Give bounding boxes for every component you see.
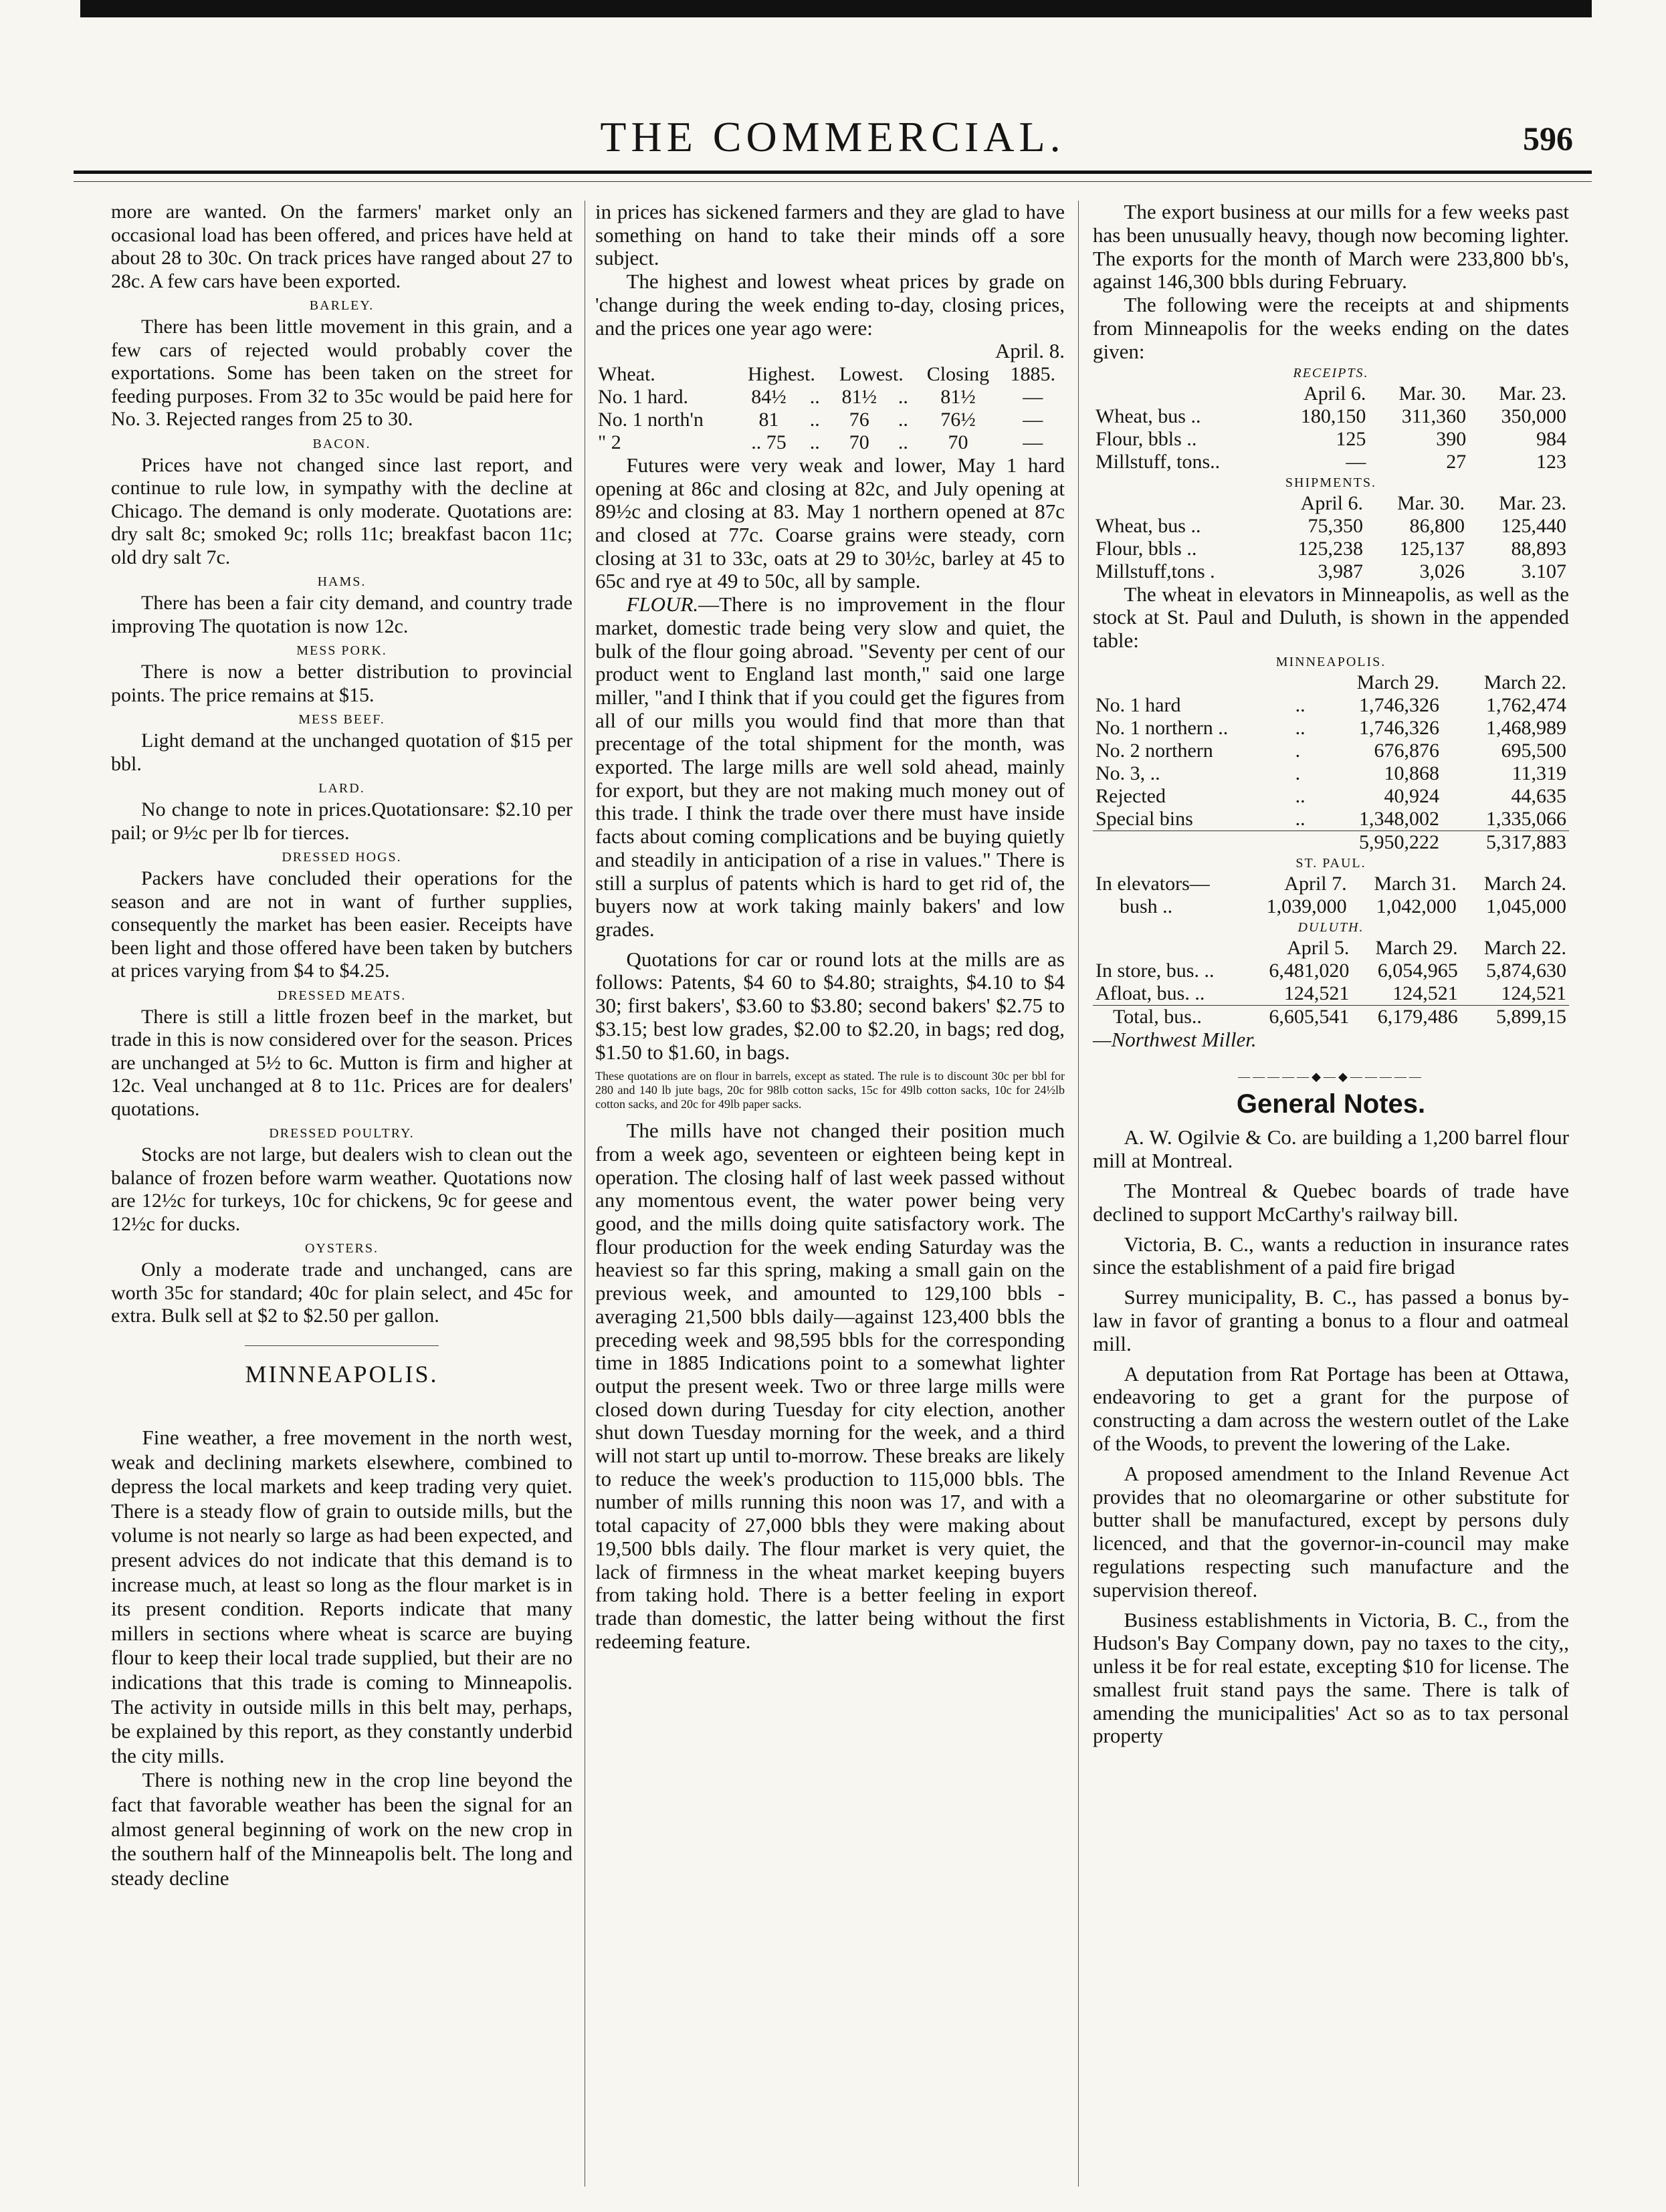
paragraph: There is still a little frozen beef in the market, but trade in this is now considered over for the season. Prices are unchanged at 5½ to 6c. Mutton is firm and higher at 12c. Veal unchanged at 8 to 11c. Prices are for dealers' quotations. — [111, 1005, 572, 1120]
paragraph: The following were the receipts at and shipments from Minneapolis for the weeks ending on the dates given: — [1093, 293, 1569, 363]
table-cell: 180,150 — [1300, 405, 1366, 427]
table-cell: " 2 — [598, 431, 621, 453]
table-total-row — [1093, 1005, 1569, 1028]
paragraph: Prices have not changed since last report, and continue to rule low, in sympathy with the decline at Chicago. The demand is only moderate. Quotations are: dry salt 8c; smoked 9c; rolls 11c; breakfast bacon 11c; old dry salt 7c. — [111, 453, 572, 568]
flour-text: —There is no improvement in the flour market, domestic trade being very slow and quiet, the bulk of the flour going abroad. "Seventy per cent of our product went to England last month," said one large miller, "and I think that if you could get the figures from all of our mills you would find that more than that precentage of the total shipment for the month, was exported. The large mills are well sold ahead, mainly for export, but they are not making much money out of this trade. I think the trade over there must have inside facts about coming complications and be buying quietly and steadily in anticipation of a rise in values." There is still a surplus of patents which is hard to get rid of, the buyers now at work taking mainly bakers' and low grades. — [595, 592, 1065, 941]
table-cell: 125,440 — [1501, 514, 1566, 537]
table-header: Lowest. — [839, 362, 904, 385]
table-header: March 29. — [1375, 936, 1458, 959]
table-header-row — [1093, 382, 1569, 405]
table-header: April 5. — [1287, 936, 1350, 959]
table-cell: 311,360 — [1401, 405, 1467, 427]
table-header: Mar. 23. — [1499, 491, 1566, 514]
table-header-blank — [1293, 671, 1315, 694]
table-cell: Wheat, bus .. — [1096, 405, 1201, 427]
general-notes-heading: General Notes. — [1236, 1089, 1426, 1119]
table-cell: .. 75 — [751, 431, 787, 453]
section-heading: BACON. — [312, 436, 371, 451]
page-title: THE COMMERCIAL. — [600, 113, 1065, 160]
minneapolis-elevator-table — [1093, 671, 1569, 854]
table-cell: bush .. — [1120, 895, 1173, 917]
section-heading: DRESSED HOGS. — [282, 850, 402, 865]
table-cell: 984 — [1536, 427, 1566, 450]
paragraph: There has been a fair city demand, and country trade improving The quotation is now 12c. — [111, 592, 572, 637]
table-cell: 1,762,474 — [1486, 693, 1566, 716]
table-cell: .. — [898, 385, 908, 408]
table-cell: 350,000 — [1501, 405, 1566, 427]
paragraph: Light demand at the unchanged quotation of $15 per bbl. — [111, 730, 572, 775]
table-cell: 124,521 — [1392, 982, 1458, 1004]
table-row — [1093, 538, 1569, 560]
table-cell: 1,042,000 — [1376, 895, 1457, 917]
table-cell: Total, bus.. — [1093, 1005, 1246, 1028]
paragraph: There has been little movement in this grain, and a few cars of rejected would probably cover the exportations. Some has been taken on the street for feeding purposes. From 32 to 35c would be paid here for No. 3. Rejected ranges from 25 to 30. — [111, 316, 572, 430]
duluth-table — [1093, 937, 1569, 1028]
table-cell: 6,179,486 — [1352, 1005, 1460, 1028]
table-header: March 31. — [1374, 872, 1457, 895]
table-header: April 6. — [1304, 382, 1366, 405]
column-divider — [1078, 201, 1079, 2187]
table-header-blank — [1093, 492, 1267, 515]
paragraph: more are wanted. On the farmers' market only an occasional load has been offered, and prices have held at about 28 to 30c. On track prices have ranged about 27 to 28c. A few cars have been exported. — [111, 201, 572, 292]
table-cell: 40,924 — [1384, 784, 1439, 807]
table-header: March 24. — [1483, 872, 1566, 895]
table-cell: 6,605,541 — [1246, 1005, 1352, 1028]
table-cell: Flour, bbls .. — [1096, 427, 1197, 450]
table-cell: 124,521 — [1283, 982, 1350, 1004]
table-header: April 6. — [1300, 491, 1363, 514]
table-cell: 1,746,326 — [1358, 716, 1439, 739]
table-header: Highest. — [748, 362, 815, 385]
table-row — [1093, 982, 1569, 1006]
note-item: A proposed amendment to the Inland Revenue Act provides that no oleomargarine or other substitute for butter shall be manufactured, except by persons duly licenced, and that the governor-in-council may make regulations respecting such manufacture and the supervision thereof. — [1093, 1461, 1569, 1601]
table-row — [1093, 895, 1569, 918]
table-cell: No. 1 hard. — [598, 385, 688, 408]
table-cell: 81½ — [940, 385, 976, 408]
table-cell: . — [1295, 739, 1301, 762]
table-header: Mar. 23. — [1499, 382, 1566, 405]
table-row — [1093, 428, 1569, 451]
table-header: March 22. — [1483, 671, 1566, 693]
table-cell: 124,521 — [1501, 982, 1566, 1004]
table-cell: Wheat, bus .. — [1096, 514, 1201, 537]
table-date: April. 8. — [995, 339, 1065, 363]
table-cell: — — [1023, 408, 1043, 431]
table-header: Mar. 30. — [1397, 491, 1465, 514]
table-row — [1093, 694, 1569, 717]
table-header-row — [1093, 671, 1569, 694]
table-cell: .. — [1295, 784, 1306, 807]
section-heading: HAMS. — [317, 574, 367, 589]
note-item: A. W. Ogilvie & Co. are building a 1,200 barrel flour mill at Montreal. — [1093, 1125, 1569, 1173]
table-cell: Flour, bbls .. — [1096, 537, 1197, 560]
shipments-table — [1093, 492, 1569, 583]
table-cell: .. — [809, 385, 820, 408]
source-credit: —Northwest Miller. — [1093, 1027, 1257, 1051]
table-cell: No. 3, .. — [1096, 762, 1160, 784]
table-header: 1885. — [1010, 362, 1056, 385]
section-heading: BARLEY. — [309, 298, 375, 313]
table-cell: 27 — [1446, 450, 1467, 473]
table-cell: 44,635 — [1511, 784, 1566, 807]
table-cell: 1,746,326 — [1358, 693, 1439, 716]
section-heading: DRESSED POULTRY. — [269, 1126, 415, 1141]
table-header: Mar. 30. — [1398, 382, 1467, 405]
paragraph: The wheat in elevators in Minneapolis, as well as the stock at St. Paul and Duluth, is shown in the appended table: — [1093, 582, 1569, 653]
paragraph: The highest and lowest wheat prices by grade on 'change during the week ending to-day, closing prices, and the prices one year ago were: — [595, 269, 1065, 340]
table-row — [1093, 808, 1569, 831]
table-header: April 7. — [1284, 872, 1347, 895]
flour-label: FLOUR. — [626, 592, 699, 617]
table-cell: 70 — [849, 431, 869, 453]
table-cell: 1,039,000 — [1266, 895, 1347, 917]
table-cell: 81½ — [841, 385, 877, 408]
paragraph: Futures were very weak and lower, May 1 hard opening at 86c and closing at 82c, and July opening at 89½c and closing at 83. May 1 northern opened at 87c and closed at 77c. Coarse grains were steady, corn closing at 31 to 33c, oats at 29 to 30½c, barley at 45 to 65c and rye at 49 to 50c, all by sample. — [595, 453, 1065, 593]
table-cell: 123 — [1536, 450, 1566, 473]
paragraph: There is now a better distribution to provincial points. The price remains at $15. — [111, 661, 572, 706]
table-cell: 76½ — [940, 408, 976, 431]
minneapolis-heading: MINNEAPOLIS. — [111, 1363, 572, 1386]
table-row — [1093, 560, 1569, 583]
section-heading: OYSTERS. — [305, 1241, 379, 1256]
table-cell: 86,800 — [1409, 514, 1465, 537]
duluth-heading: DULUTH. — [1297, 919, 1364, 935]
table-row — [1093, 740, 1569, 762]
table-cell: 10,868 — [1384, 762, 1439, 784]
table-cell: .. — [898, 431, 908, 453]
table-header: Closing — [926, 362, 990, 385]
table-cell: 88,893 — [1511, 537, 1566, 560]
table-cell: No. 1 north'n — [598, 408, 704, 431]
table-cell: Afloat, bus. .. — [1096, 982, 1205, 1004]
table-total-row — [1093, 831, 1569, 854]
table-header-row — [1093, 492, 1569, 515]
st-paul-heading: ST. PAUL. — [1295, 855, 1366, 871]
table-cell: 5,899,15 — [1461, 1005, 1569, 1028]
minneapolis-text — [111, 1426, 572, 1890]
paragraph: There is nothing new in the crop line beyond the fact that favorable weather has been the signal for an almost general beginning of work on the new crop in the southern half of the Minneapolis belt. The long and steady decline — [111, 1768, 572, 1890]
header-rule — [74, 171, 1592, 174]
wheat-price-table — [595, 363, 1065, 454]
table-cell: 125,137 — [1399, 537, 1465, 560]
paragraph: in prices has sickened farmers and they are glad to have something on hand to take their minds off a sore subject. — [595, 200, 1065, 270]
table-header-row — [1093, 937, 1569, 960]
table-cell: 695,500 — [1501, 739, 1566, 762]
section-heading: MESS BEEF. — [298, 712, 385, 727]
table-header: March 29. — [1356, 671, 1439, 693]
column-2 — [595, 201, 1065, 1653]
table-header-blank — [1093, 382, 1271, 405]
table-cell-blank — [1093, 831, 1293, 854]
table-cell: 1,045,000 — [1486, 895, 1566, 917]
table-cell: .. — [809, 431, 820, 453]
st-paul-table — [1093, 873, 1569, 918]
table-row — [595, 409, 1065, 431]
table-row — [1093, 717, 1569, 740]
table-cell: — — [1023, 385, 1043, 408]
table-cell: Millstuff,tons . — [1096, 560, 1215, 582]
table-cell: 81 — [758, 408, 779, 431]
page-number: 596 — [1523, 120, 1573, 157]
note-item: Victoria, B. C., wants a reduction in insurance rates since the establishment of a paid fire brigad — [1093, 1232, 1569, 1279]
table-cell: Rejected — [1096, 784, 1166, 807]
table-cell: Special bins — [1096, 807, 1193, 830]
table-cell: — — [1346, 450, 1366, 473]
top-border-bar — [80, 0, 1592, 17]
footnote: These quotations are on flour in barrels, except as stated. The rule is to discount 30c per bbl for 280 and 140 lb jute bags, 20c for 98lb cotton sacks, 15c for 49lb cotton sacks, 10c for 24½lb cotton sacks, and 20c for 49lb paper sacks. — [595, 1069, 1065, 1111]
column-1 — [111, 201, 572, 1890]
flour-paragraph — [595, 593, 1065, 942]
table-cell: 75,350 — [1308, 514, 1363, 537]
section-heading: MESS PORK. — [296, 643, 387, 658]
minneapolis-table-heading: MINNEAPOLIS. — [1275, 654, 1386, 669]
paragraph: Packers have concluded their operations for the season and are not in want of further supplies, consequently the market has been easier. Receipts have been light and those offered have been taken by butchers at prices varying from $4 to $4.25. — [111, 867, 572, 982]
table-cell: No. 1 northern .. — [1096, 716, 1229, 739]
table-row — [1093, 960, 1569, 982]
header-rule-thin — [74, 181, 1592, 182]
table-cell: 390 — [1436, 427, 1467, 450]
table-cell: 5,317,883 — [1442, 831, 1569, 854]
table-cell: In elevators— — [1096, 872, 1210, 895]
receipts-table — [1093, 382, 1569, 473]
table-row — [1093, 405, 1569, 428]
table-row — [1093, 515, 1569, 538]
table-cell: 11,319 — [1512, 762, 1566, 784]
paragraph: The mills have not changed their position much from a week ago, seventeen or eighteen being kept in operation. The closing half of last week passed without any momentous event, the water power being very good, and the mills doing quite satisfactory work. The flour production for the week ending Saturday was the heaviest so far this spring, making a small gain on the previous week, and amounted to 129,100 bbls - averaging 21,500 bbls daily—against 123,400 bbls the preceding week and 98,595 bbls for the corresponding time in 1885 Indications point to a somewhat lighter output the present week. Two or three large mills were closed down during Tuesday for city election, another shut down Tuesday morning for the week, and a third will not start up until to-morrow. These breaks are likely to reduce the week's production to 115,000 bbls. The number of mills running this noon was 17, and with a total capacity of 27,000 bbls they were making about 19,500 bbls daily. The flour market is very quiet, the lack of firmness in the wheat market keeping buyers from taking hold. There is a better feeling in export trade than domestic, the latter being without the first redeeming feature. — [595, 1119, 1065, 1653]
paragraph: No change to note in prices.Quotationsare: $2.10 per pail; or 9½c per lb for tierces. — [111, 798, 572, 844]
paragraph: Quotations for car or round lots at the mills are as follows: Patents, $4 60 to $4.80; straights, $4.10 to $4 30; first bakers', $3.60 to $3.80; second bakers' $2.75 to $3.15; best low grades, $2.00 to $2.20, in bags; red dog, $1.50 to $1.60, in bags. — [595, 947, 1065, 1064]
table-cell: 3,987 — [1318, 560, 1363, 582]
note-item: The Montreal & Quebec boards of trade have declined to support McCarthy's railway bill. — [1093, 1178, 1569, 1226]
table-row — [595, 431, 1065, 454]
table-header: March 22. — [1483, 936, 1566, 959]
note-item: Surrey municipality, B. C., has passed a bonus by-law in favor of granting a bonus to a flour and oatmeal mill. — [1093, 1285, 1569, 1355]
table-cell: Millstuff, tons.. — [1096, 450, 1221, 473]
table-cell: 3.107 — [1521, 560, 1566, 582]
table-row — [1093, 873, 1569, 895]
table-cell: 5,874,630 — [1486, 959, 1566, 982]
paragraph: Only a moderate trade and unchanged, cans are worth 35c for standard; 40c for plain select, and 45c for extra. Bulk sell at $2 to $2.50 per gallon. — [111, 1258, 572, 1327]
table-cell: No. 2 northern — [1096, 739, 1213, 762]
paragraph: Stocks are not large, but dealers wish to clean out the balance of frozen before warm weather. Quotations now are 12½c for turkeys, 10c for chickens, 9c for geese and 12½c for ducks. — [111, 1143, 572, 1235]
table-cell: No. 1 hard — [1096, 693, 1181, 716]
table-cell: 84½ — [751, 385, 787, 408]
table-row — [595, 386, 1065, 409]
page-header — [74, 100, 1592, 174]
table-cell: .. — [898, 408, 908, 431]
table-cell: . — [1295, 762, 1301, 784]
table-cell: 3,026 — [1419, 560, 1465, 582]
table-cell: .. — [809, 408, 820, 431]
table-row — [1093, 785, 1569, 808]
table-cell: 1,468,989 — [1486, 716, 1566, 739]
table-cell: .. — [1295, 693, 1306, 716]
table-cell: .. — [1295, 807, 1306, 830]
table-cell: 125 — [1336, 427, 1366, 450]
section-heading: LARD. — [318, 781, 365, 796]
shipments-heading: SHIPMENTS. — [1285, 475, 1377, 490]
table-header-row — [595, 363, 1065, 386]
table-cell: 1,335,066 — [1486, 807, 1566, 830]
table-cell: — — [1023, 431, 1043, 453]
table-header: Wheat. — [598, 362, 655, 385]
table-cell-blank — [1293, 831, 1315, 854]
note-item: A deputation from Rat Portage has been at Ottawa, endeavoring to get a grant for the purpose of constructing a dam across the western outlet of the Lake of the Woods, to prevent the lowering of the Lake. — [1093, 1361, 1569, 1455]
table-row — [1093, 762, 1569, 785]
table-cell: 6,054,965 — [1377, 959, 1458, 982]
column-3 — [1093, 201, 1569, 1755]
ornament-divider: —————◆—◆————— — [1238, 1069, 1424, 1083]
general-notes — [1093, 1126, 1569, 1748]
table-cell: 70 — [948, 431, 968, 453]
receipts-heading: RECEIPTS. — [1293, 365, 1369, 380]
table-cell: 6,481,020 — [1269, 959, 1350, 982]
table-cell: 76 — [849, 408, 869, 431]
section-heading: DRESSED MEATS. — [277, 988, 407, 1003]
paragraph: Fine weather, a free movement in the north west, weak and declining markets elsewhere, combined to depress the local markets and keep trading very quiet. There is a steady flow of grain to outside mills, but the volume is not nearly so large as had been expected, and present advices do not indicate that this demand is to increase much, at least so long as the flour market is in its present condition. Reports indicate that many millers in sections where wheat is scarce are buying flour to keep their local trade supplied, but their are no indications that this trade is coming to Minneapolis. The activity in outside mills in this belt may, perhaps, be explained by this report, as they constantly underbid the city mills. — [111, 1426, 572, 1767]
table-header-blank — [1093, 671, 1293, 694]
table-row — [1093, 451, 1569, 473]
paragraph: The export business at our mills for a few weeks past has been unusually heavy, though now becoming lighter. The exports for the month of March were 233,800 bb's, against 146,300 bbls during February. — [1093, 200, 1569, 294]
table-cell: In store, bus. .. — [1096, 959, 1215, 982]
table-cell: 125,238 — [1297, 537, 1363, 560]
table-cell: 676,876 — [1374, 739, 1439, 762]
table-cell: 1,348,002 — [1358, 807, 1439, 830]
table-header-blank — [1093, 937, 1246, 960]
table-cell: 5,950,222 — [1315, 831, 1442, 854]
note-item: Business establishments in Victoria, B. C., from the Hudson's Bay Company down, pay no taxes to the city,, unless it be for real estate, excepting $10 for license. The smallest fruit stand pays the same. There is talk of amending the municipalities' Act so as to tax personal property — [1093, 1608, 1569, 1748]
table-cell: .. — [1295, 716, 1306, 739]
